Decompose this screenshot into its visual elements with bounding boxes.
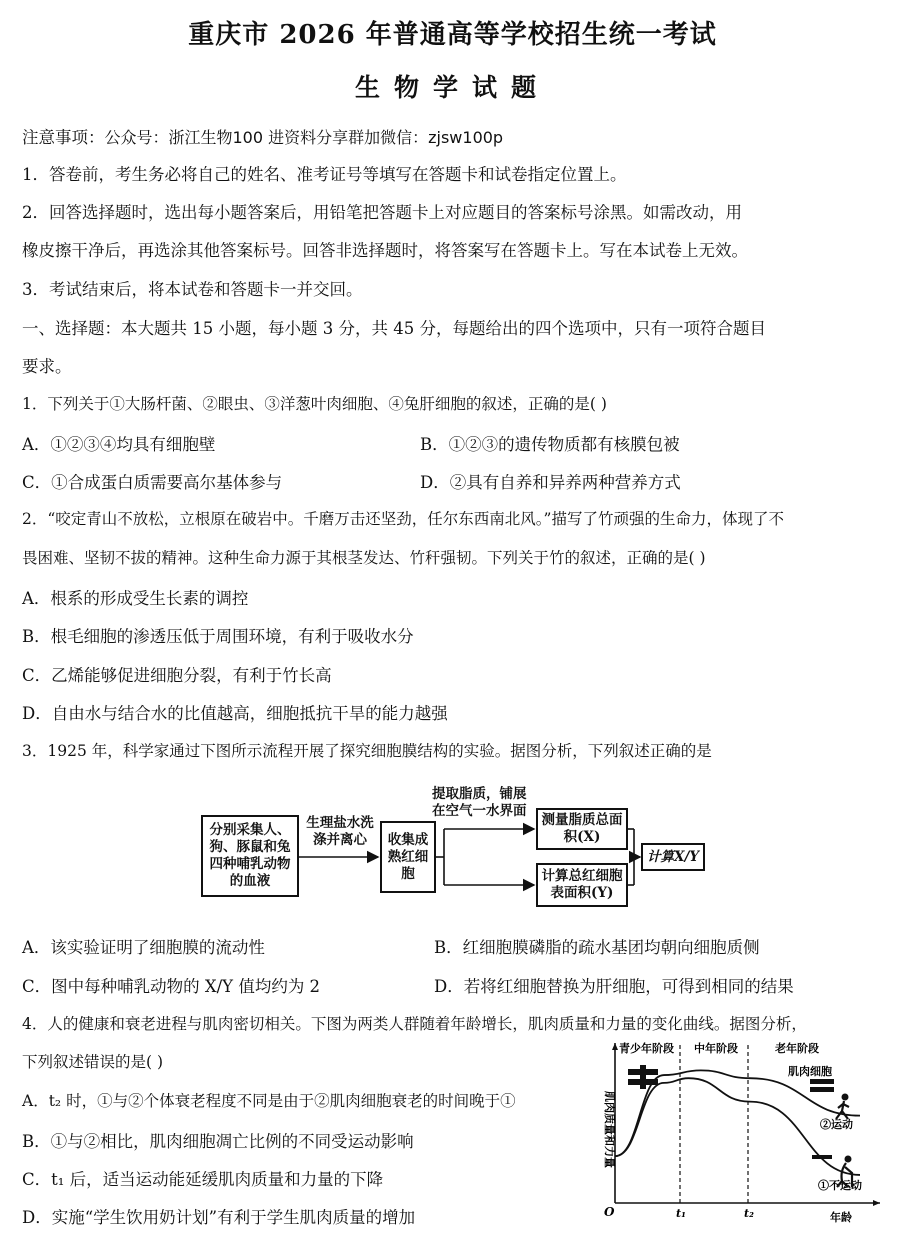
notice-line — [22, 124, 503, 148]
flow-box-lipid-area: 测量脂质总面积(X) — [536, 808, 628, 850]
q1-option-a: A．①②③④均具有细胞壁 — [22, 435, 216, 454]
watermark-text: 公众号：浙江生物100 进资料分享群加微信：zjsw100p — [104, 128, 504, 147]
q1-option-b: B．①②③的遗传物质都有核膜包被 — [420, 435, 680, 454]
flow-label-wash: 生理盐水洗涤并离心 — [306, 815, 374, 848]
question-2-stem-cont: 畏困难、坚韧不拔的精神。这种生命力源于其根茎发达、竹秆强韧。下列关于竹的叙述，正确的是( ) — [22, 549, 706, 567]
flow-label-interface: 在空气一水界面 — [432, 803, 527, 819]
notice-label: 注意事项： — [22, 128, 105, 147]
flow-box-blood: 分别采集人、狗、豚鼠和兔四种哺乳动物的血液 — [201, 815, 299, 897]
q4-option-d: D．实施“学生饮用奶计划”有利于学生肌肉质量的增加 — [22, 1208, 416, 1227]
x-axis-arrow — [873, 1200, 880, 1206]
q1-option-c: C．①合成蛋白质需要高尔基体参与 — [22, 473, 283, 492]
notice-item-1: 1．答卷前，考生务必将自己的姓名、准考证号等填写在答题卡和试卷指定位置上。 — [22, 165, 627, 184]
flow-box-rbc: 收集成熟红细胞 — [380, 821, 436, 893]
q2-option-b: B．根毛细胞的渗透压低于周围环境，有利于吸收水分 — [22, 627, 414, 646]
q1-option-d: D．②具有自养和异养两种营养方式 — [420, 473, 681, 492]
annotation-muscle-cell: 肌肉细胞 — [788, 1065, 832, 1078]
exam-title: 重庆市 2026 年普通高等学校招生统一考试 — [188, 20, 717, 50]
flow-box-ratio: 计算X/Y — [641, 843, 705, 871]
annotation-no-exercise: ①不运动 — [818, 1179, 862, 1192]
flow-label-extract: 提取脂质，铺展 — [432, 786, 527, 802]
q3-option-d: D．若将红细胞替换为肝细胞，可得到相同的结果 — [434, 977, 794, 996]
stage-label-old: 老年阶段 — [775, 1042, 819, 1055]
tick-t1: t₁ — [676, 1207, 686, 1220]
question-3-stem: 3．1925 年，科学家通过下图所示流程开展了探究细胞膜结构的实验。据图分析，下列叙述正确的是 — [22, 742, 712, 760]
section-heading-cont: 要求。 — [22, 357, 72, 376]
annotation-exercise: ②运动 — [820, 1118, 853, 1131]
question-4-stem: 4．人的健康和衰老进程与肌肉密切相关。下图为两类人群随着年龄增长，肌肉质量和力量的变化曲线。据图分析， — [22, 1015, 807, 1033]
notice-item-3: 3．考试结束后，将本试卷和答题卡一并交回。 — [22, 280, 363, 299]
notice-item-2: 2．回答选择题时，选出每小题答案后，用铅笔把答题卡上对应题目的答案标号涂黑。如需改动，用 — [22, 203, 742, 222]
tick-t2: t₂ — [744, 1207, 754, 1220]
q3-option-b: B．红细胞膜磷脂的疏水基团均朝向细胞质侧 — [434, 938, 760, 957]
q2-option-c: C．乙烯能够促进细胞分裂，有利于竹长高 — [22, 666, 332, 685]
q4-option-a: A．t₂ 时，①与②个体衰老程度不同是由于②肌肉细胞衰老的时间晚于① — [22, 1092, 516, 1110]
section-heading: 一、选择题：本大题共 15 小题，每小题 3 分，共 45 分，每题给出的四个选项中，只有一项符合题目 — [22, 319, 766, 338]
q3-option-a: A．该实验证明了细胞膜的流动性 — [22, 938, 265, 957]
q4-option-b: B．①与②相比，肌肉细胞凋亡比例的不同受运动影响 — [22, 1132, 414, 1151]
q3-option-c: C．图中每种哺乳动物的 X/Y 值均约为 2 — [22, 977, 321, 996]
y-axis-label: 肌肉质量和力量 — [603, 1091, 616, 1168]
stage-label-youth: 青少年阶段 — [619, 1042, 674, 1055]
exam-subtitle: 生物学试题 — [354, 73, 550, 102]
muscle-chart — [590, 1035, 890, 1235]
notice-item-2b: 橡皮擦干净后，再选涂其他答案标号。回答非选择题时，将答案写在答题卡上。写在本试卷上无效。 — [22, 241, 748, 260]
flow-box-rbc-area: 计算总红细胞表面积(Y) — [536, 863, 628, 907]
y-axis-arrow — [612, 1043, 618, 1050]
muscle-icon-right — [810, 1079, 834, 1092]
question-1-stem: 1．下列关于①大肠杆菌、②眼虫、③洋葱叶肉细胞、④兔肝细胞的叙述，正确的是( ) — [22, 395, 607, 413]
x-axis-label: 年龄 — [830, 1211, 852, 1224]
q2-option-d: D．自由水与结合水的比值越高，细胞抵抗干旱的能力越强 — [22, 704, 448, 723]
q4-option-c: C．t₁ 后，适当运动能延缓肌肉质量和力量的下降 — [22, 1170, 384, 1189]
origin-label: O — [604, 1205, 615, 1219]
stage-label-middle: 中年阶段 — [694, 1042, 738, 1055]
q2-option-a: A．根系的形成受生长素的调控 — [22, 589, 249, 608]
muscle-icon-left — [628, 1065, 658, 1089]
question-4-stem-cont: 下列叙述错误的是( ) — [22, 1053, 164, 1071]
question-2-stem: 2．“咬定青山不放松，立根原在破岩中。千磨万击还坚劲，任尔东西南北风。”描写了竹顽强的生命力，体现了不 — [22, 510, 784, 528]
